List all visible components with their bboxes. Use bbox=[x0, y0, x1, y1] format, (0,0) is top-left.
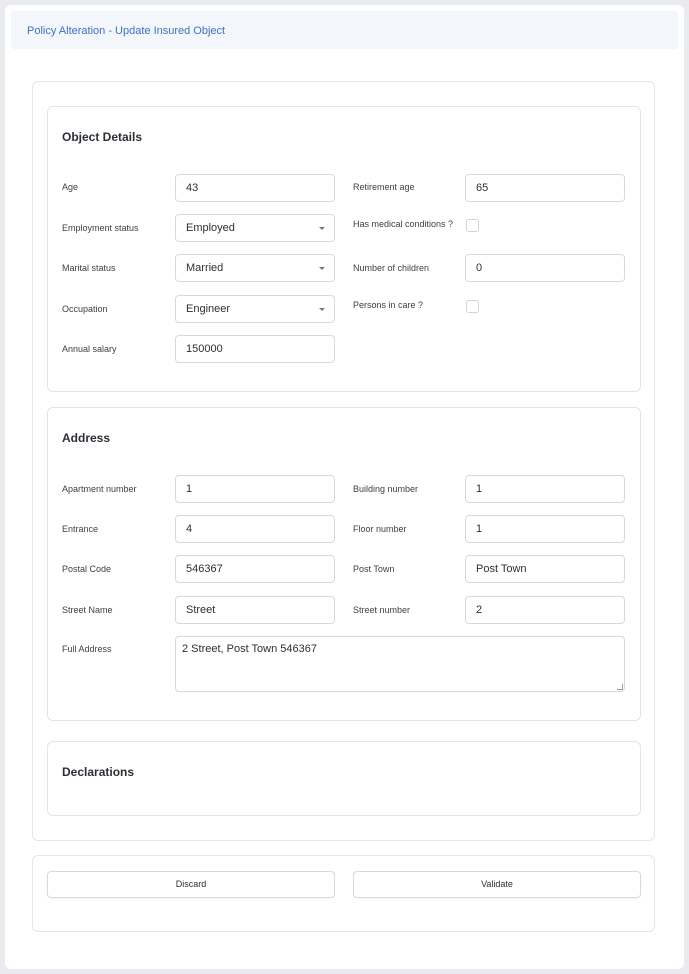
chevron-down-icon bbox=[319, 267, 325, 270]
medical-conditions-checkbox[interactable] bbox=[466, 219, 479, 232]
occupation-label: Occupation bbox=[62, 304, 108, 314]
post-town-label: Post Town bbox=[353, 564, 395, 574]
floor-input[interactable]: 1 bbox=[465, 515, 625, 543]
age-label: Age bbox=[62, 182, 79, 192]
age-input[interactable]: 43 bbox=[175, 174, 335, 202]
post-town-input[interactable]: Post Town bbox=[465, 555, 625, 583]
children-label: Number of children bbox=[353, 263, 430, 273]
retirement-age-label: Retirement age bbox=[353, 182, 415, 192]
marital-status-select[interactable] bbox=[175, 254, 335, 282]
full-address-label: Full Address bbox=[62, 644, 112, 654]
persons-in-care-checkbox[interactable] bbox=[466, 300, 479, 313]
floor-label: Floor number bbox=[353, 524, 407, 534]
full-address-textarea[interactable] bbox=[175, 636, 625, 692]
apartment-input[interactable]: 1 bbox=[175, 475, 335, 503]
actions-card bbox=[32, 855, 655, 932]
postal-code-input[interactable]: 546367 bbox=[175, 555, 335, 583]
object-details-section bbox=[47, 106, 641, 392]
page-title: Policy Alteration - Update Insured Object bbox=[27, 25, 226, 37]
annual-salary-input[interactable]: 150000 bbox=[175, 335, 335, 363]
discard-button[interactable]: Discard bbox=[47, 871, 335, 898]
marital-status-label: Marital status bbox=[62, 263, 116, 273]
street-number-label: Street number bbox=[353, 605, 411, 615]
apartment-label: Apartment number bbox=[62, 484, 137, 494]
children-input[interactable]: 0 bbox=[465, 254, 625, 282]
annual-salary-label: Annual salary bbox=[62, 344, 117, 354]
employment-status-label: Employment status bbox=[62, 223, 139, 233]
street-name-label: Street Name bbox=[62, 605, 113, 615]
chevron-down-icon bbox=[319, 308, 325, 311]
address-title: Address bbox=[62, 431, 111, 445]
street-number-input[interactable]: 2 bbox=[465, 596, 625, 624]
street-name-input[interactable]: Street bbox=[175, 596, 335, 624]
retirement-age-input[interactable]: 65 bbox=[465, 174, 625, 202]
persons-in-care-label: Persons in care ? bbox=[353, 300, 424, 310]
building-input[interactable]: 1 bbox=[465, 475, 625, 503]
form-card bbox=[32, 81, 655, 841]
full-address-value: 2 Street, Post Town 546367 bbox=[182, 643, 317, 655]
page-header bbox=[11, 11, 678, 49]
employment-status-select[interactable] bbox=[175, 214, 335, 242]
employment-status-value: Employed bbox=[186, 222, 235, 234]
building-label: Building number bbox=[353, 484, 419, 494]
validate-button[interactable]: Validate bbox=[353, 871, 641, 898]
entrance-label: Entrance bbox=[62, 524, 99, 534]
marital-status-value: Married bbox=[186, 262, 224, 274]
entrance-input[interactable]: 4 bbox=[175, 515, 335, 543]
chevron-down-icon bbox=[319, 227, 325, 230]
page bbox=[5, 5, 684, 969]
declarations-section bbox=[47, 741, 641, 816]
resize-handle-icon[interactable] bbox=[617, 684, 623, 690]
medical-conditions-label: Has medical conditions ? bbox=[353, 219, 454, 229]
postal-code-label: Postal Code bbox=[62, 564, 112, 574]
declarations-title: Declarations bbox=[62, 765, 135, 779]
address-section bbox=[47, 407, 641, 721]
occupation-select[interactable] bbox=[175, 295, 335, 323]
occupation-value: Engineer bbox=[186, 303, 231, 315]
object-details-title: Object Details bbox=[62, 130, 143, 144]
